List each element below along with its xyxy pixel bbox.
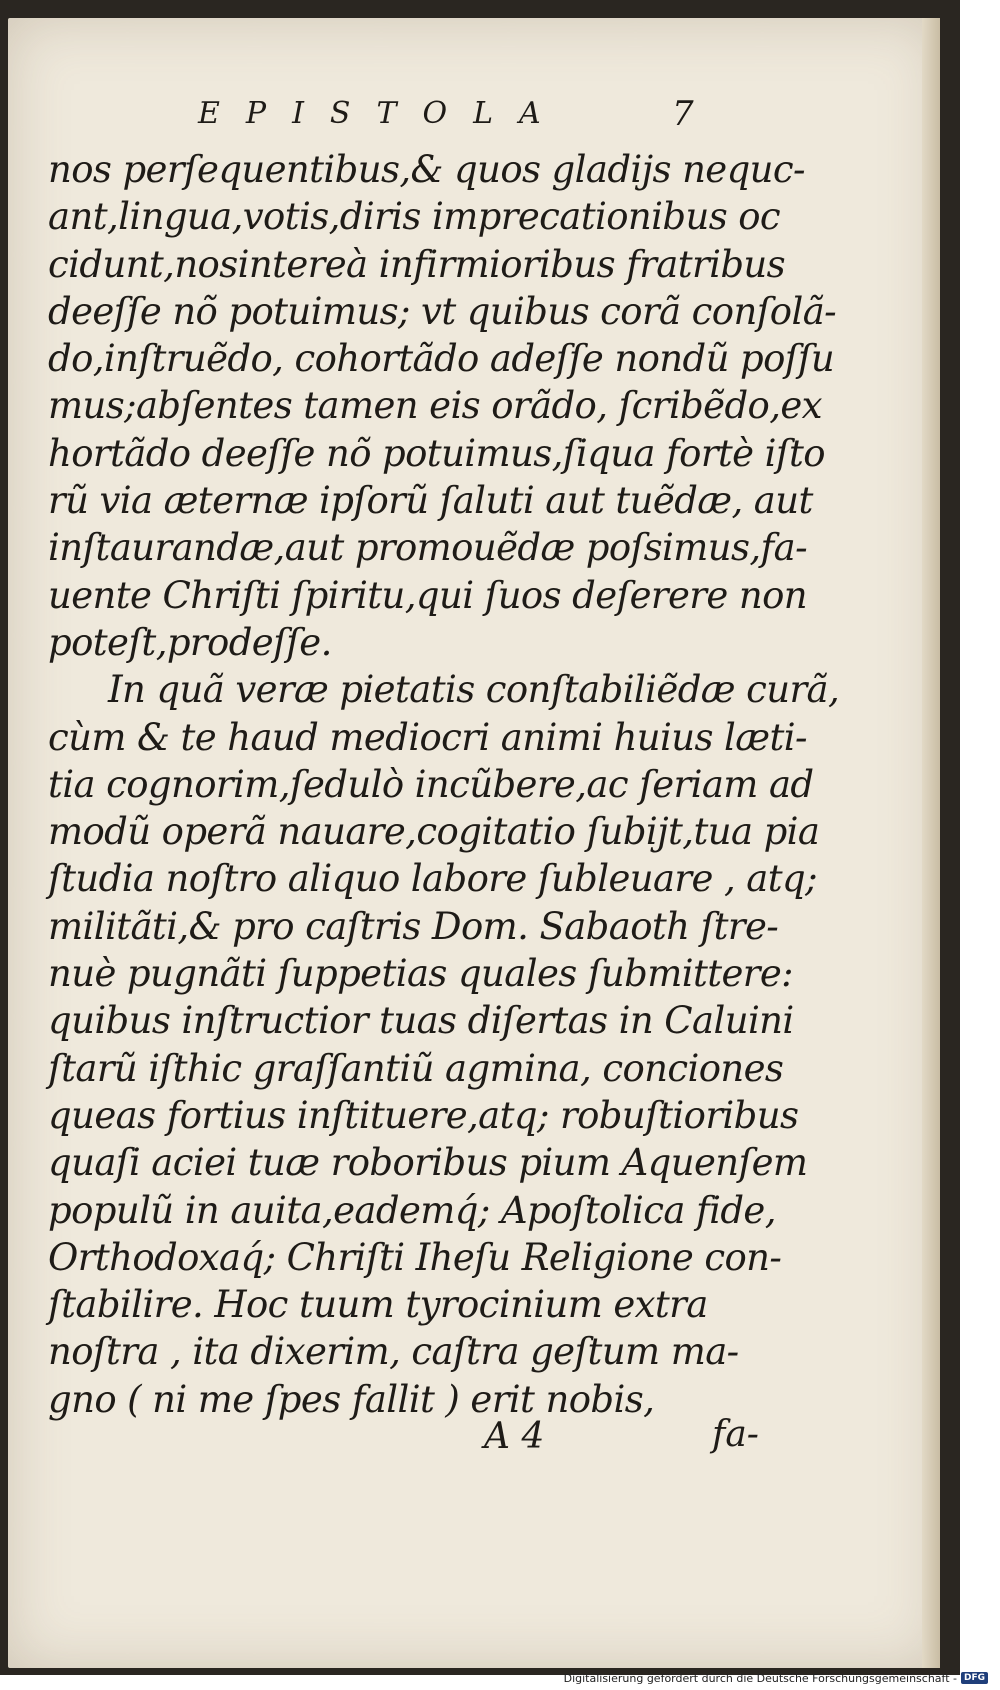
text-line: populũ in auita,eademq́; Apoſtolica fide,	[48, 1188, 776, 1232]
text-line: hortãdo deeſſe nõ potuimus,ſiqua fortè iſto	[48, 431, 825, 475]
text-line: inſtaurandæ,aut promouẽdæ poſsimus,fa-	[48, 526, 807, 570]
footer-credit: Digitalisierung gefördert durch die Deutsche Forschungsgemeinschaft -	[563, 1671, 957, 1685]
text-line: cùm & te haud mediocri animi huius læti-	[48, 715, 807, 759]
text-line: ant,lingua,votis,diris imprecationibus oc	[48, 195, 781, 239]
text-line: queas fortius inſtituere,atq; robuſtioribus	[48, 1093, 799, 1137]
paragraph-start-line: In quã veræ pietatis conſtabiliẽdæ curã,	[108, 668, 840, 712]
text-line: poteſt,prodeſſe.	[48, 620, 332, 664]
text-line: gno ( ni me ſpes fallit ) erit nobis,	[48, 1377, 655, 1421]
text-line: quibus inſtructior tuas diſertas in Caluini	[48, 999, 794, 1043]
text-line: uente Chriſti ſpiritu,qui ſuos deſerere non	[48, 573, 807, 617]
catchword: fa-	[712, 1414, 759, 1455]
text-line: ſtabilire. Hoc tuum tyrocinium extra	[48, 1283, 708, 1327]
text-line: militãti,& pro caſtris Dom. Sabaoth ſtre-	[48, 904, 779, 948]
text-line: deeſſe nõ potuimus; vt quibus corã conſolã-	[48, 289, 837, 333]
digitization-footer	[564, 1670, 988, 1686]
text-line: modũ operã nauare,cogitatio ſubijt,tua pia	[48, 810, 820, 854]
page-header	[8, 96, 940, 136]
text-line: quaſi aciei tuæ roboribus pium Aquenſem	[48, 1141, 808, 1185]
page-edge	[922, 18, 940, 1668]
text-line: mus;abſentes tamen eis orãdo, ſcribẽdo,ex	[48, 384, 822, 428]
text-line: ſtarũ iſthic graſſantiũ agmina, conciones	[48, 1046, 784, 1090]
dfg-logo-icon: DFG	[961, 1672, 988, 1684]
body-text	[48, 146, 840, 1423]
book-page	[8, 18, 940, 1668]
text-line: noſtra , ita dixerim, caſtra geſtum ma-	[48, 1330, 739, 1374]
text-line: nuè pugnãti ſuppetias quales ſubmittere:	[48, 952, 794, 996]
text-line: do,inſtruẽdo, cohortãdo adeſſe nondũ poſſu	[48, 337, 835, 381]
running-title: EPISTOLA	[198, 96, 567, 131]
text-line: tia cognorim,ſedulò incũbere,ac ſeriam ad	[48, 762, 814, 806]
text-line: ſtudia noſtro aliquo labore ſubleuare , atq;	[48, 857, 817, 901]
signature-mark: A 4	[484, 1416, 545, 1457]
page-number: 7	[672, 94, 694, 134]
text-line: rũ via æternæ ipſorũ ſaluti aut tuẽdæ, aut	[48, 479, 813, 523]
text-line: Orthodoxaq́; Chriſti Iheſu Religione con-	[48, 1235, 782, 1279]
text-line: cidunt,nosintereà infirmioribus fratribus	[48, 242, 786, 286]
text-line: nos perſequentibus,& quos gladijs nequc-	[48, 148, 805, 191]
